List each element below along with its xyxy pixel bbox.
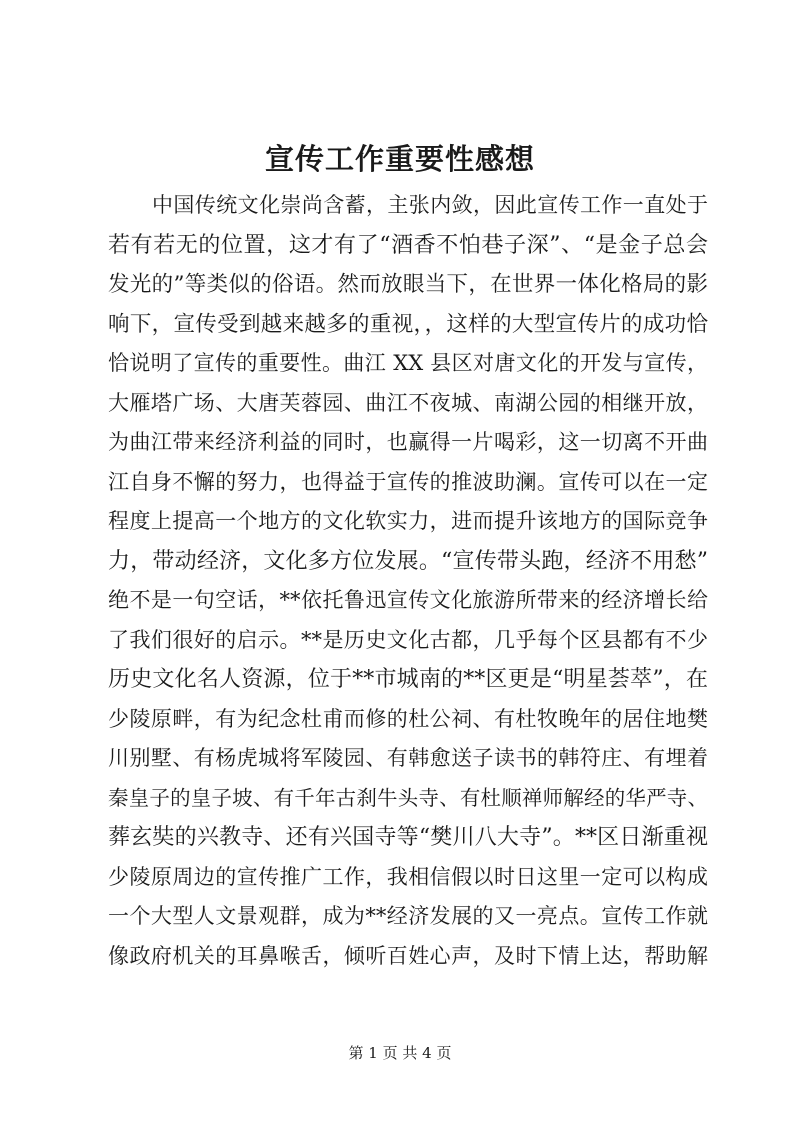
text-line: 像政府机关的耳鼻喉舌，倾听百姓心声，及时下情上达，帮助解 bbox=[108, 943, 708, 968]
text-line: 为曲江带来经济利益的同时，也赢得一片喝彩，这一切离不开曲 bbox=[108, 430, 708, 454]
text-line: 力，带动经济，文化多方位发展。“宣传带头跑，经济不用愁” bbox=[108, 548, 708, 574]
page-footer: 第 1 页 共 4 页 bbox=[348, 1044, 452, 1062]
text-line: 绝不是一句空话，**依托鲁迅宣传文化旅游所带来的经济增长给 bbox=[108, 588, 708, 612]
text-line: 大雁塔广场、大唐芙蓉园、曲江不夜城、南湖公园的相继开放， bbox=[108, 390, 708, 415]
text-line: 恰说明了宣传的重要性。曲江 XX 县区对唐文化的开发与宣传， bbox=[108, 351, 708, 375]
page-title: 宣传工作重要性感想 bbox=[264, 142, 535, 176]
text-line: 江自身不懈的努力，也得益于宣传的推波助澜。宣传可以在一定 bbox=[108, 469, 708, 494]
text-line: 少陵原畔，有为纪念杜甫而修的杜公祠、有杜牧晚年的居住地樊 bbox=[108, 706, 708, 731]
text-line: 历史文化名人资源，位于**市城南的**区更是“明星荟萃”，在 bbox=[108, 667, 708, 692]
text-line: 程度上提高一个地方的文化软实力，进而提升该地方的国际竞争 bbox=[108, 509, 708, 533]
body-paragraph bbox=[108, 186, 708, 976]
text-line: 秦皇子的皇子坡、有千年古刹牛头寺、有杜顺禅师解经的华严寺、 bbox=[108, 785, 708, 810]
text-line: 了我们很好的启示。**是历史文化古都，几乎每个区县都有不少 bbox=[108, 627, 708, 652]
text-line: 若有若无的位置，这才有了“酒香不怕巷子深”、“是金子总会 bbox=[108, 232, 708, 258]
text-line: 响下，宣传受到越来越多的重视，，这样的大型宣传片的成功恰 bbox=[108, 311, 708, 337]
text-line: 一个大型人文景观群，成为**经济发展的又一亮点。宣传工作就 bbox=[108, 904, 708, 928]
text-line: 少陵原周边的宣传推广工作，我相信假以时日这里一定可以构成 bbox=[108, 864, 708, 889]
text-line: 川别墅、有杨虎城将军陵园、有韩愈送子读书的韩符庄、有埋着 bbox=[108, 746, 708, 770]
text-line: 中国传统文化崇尚含蓄，主张内敛，因此宣传工作一直处于 bbox=[152, 193, 708, 217]
text-line: 发光的”等类似的俗语。然而放眼当下，在世界一体化格局的影 bbox=[108, 272, 708, 297]
text-line: 葬玄奘的兴教寺、还有兴国寺等“樊川八大寺”。**区日渐重视 bbox=[108, 825, 708, 850]
